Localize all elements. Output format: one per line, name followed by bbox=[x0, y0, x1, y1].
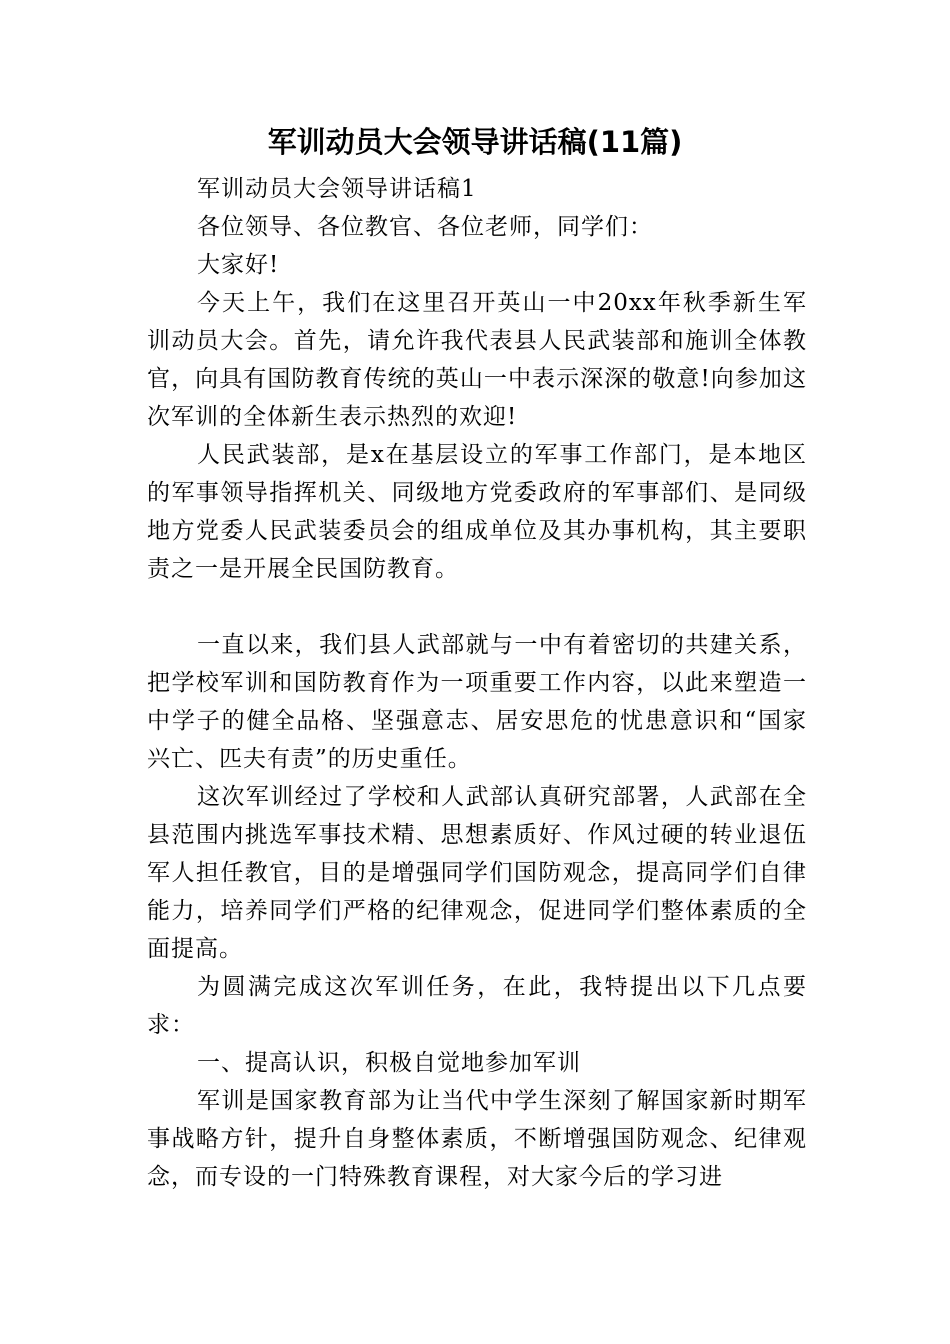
paragraph-spacer bbox=[147, 588, 807, 626]
paragraph-training-purpose: 这次军训经过了学校和人武部认真研究部署，人武部在全县范围内挑选军事技术精、思想素质好、作风过硬的转业退伍军人担任教官，目的是增强同学们国防观念，提高同学们自律能力，培养同学们严格的纪律观念，促进同学们整体素质的全面提高。 bbox=[147, 784, 807, 962]
paragraph-salutation: 各位领导、各位教官、各位老师，同学们： bbox=[197, 214, 653, 240]
paragraph-greeting: 大家好! bbox=[197, 252, 280, 278]
document-title: 军训动员大会领导讲话稿(11篇) bbox=[267, 125, 683, 159]
paragraph-opening: 今天上午，我们在这里召开英山一中20xx年秋季新生军训动员大会。首先，请允许我代表县人民武装部和施训全体教官，向具有国防教育传统的英山一中表示深深的敬意!向参加这次军训的全体新生表示热烈的欢迎! bbox=[147, 290, 807, 430]
paragraph-armed-forces-dept: 人民武装部，是x在基层设立的军事工作部门，是本地区的军事领导指挥机关、同级地方党委政府的军事部们、是同级地方党委人民武装委员会的组成单位及其办事机构，其主要职责之一是开展全民国防教育。 bbox=[147, 442, 807, 582]
paragraph-requirements-intro: 为圆满完成这次军训任务，在此，我特提出以下几点要求： bbox=[147, 974, 807, 1038]
paragraph-section-heading: 一、提高认识，积极自觉地参加军训 bbox=[197, 1050, 581, 1076]
document-body bbox=[147, 170, 807, 1196]
paragraph-subtitle: 军训动员大会领导讲话稿1 bbox=[197, 176, 477, 202]
paragraph-cooperation: 一直以来，我们县人武部就与一中有着密切的共建关系，把学校军训和国防教育作为一项重要工作内容，以此来塑造一中学子的健全品格、坚强意志、居安思危的忧患意识和“国家兴亡、匹夫有责”的历史重任。 bbox=[147, 632, 807, 772]
paragraph-section-body: 军训是国家教育部为让当代中学生深刻了解国家新时期军事战略方针，提升自身整体素质，不断增强国防观念、纪律观念，而专设的一门特殊教育课程，对大家今后的学习进 bbox=[147, 1088, 807, 1190]
